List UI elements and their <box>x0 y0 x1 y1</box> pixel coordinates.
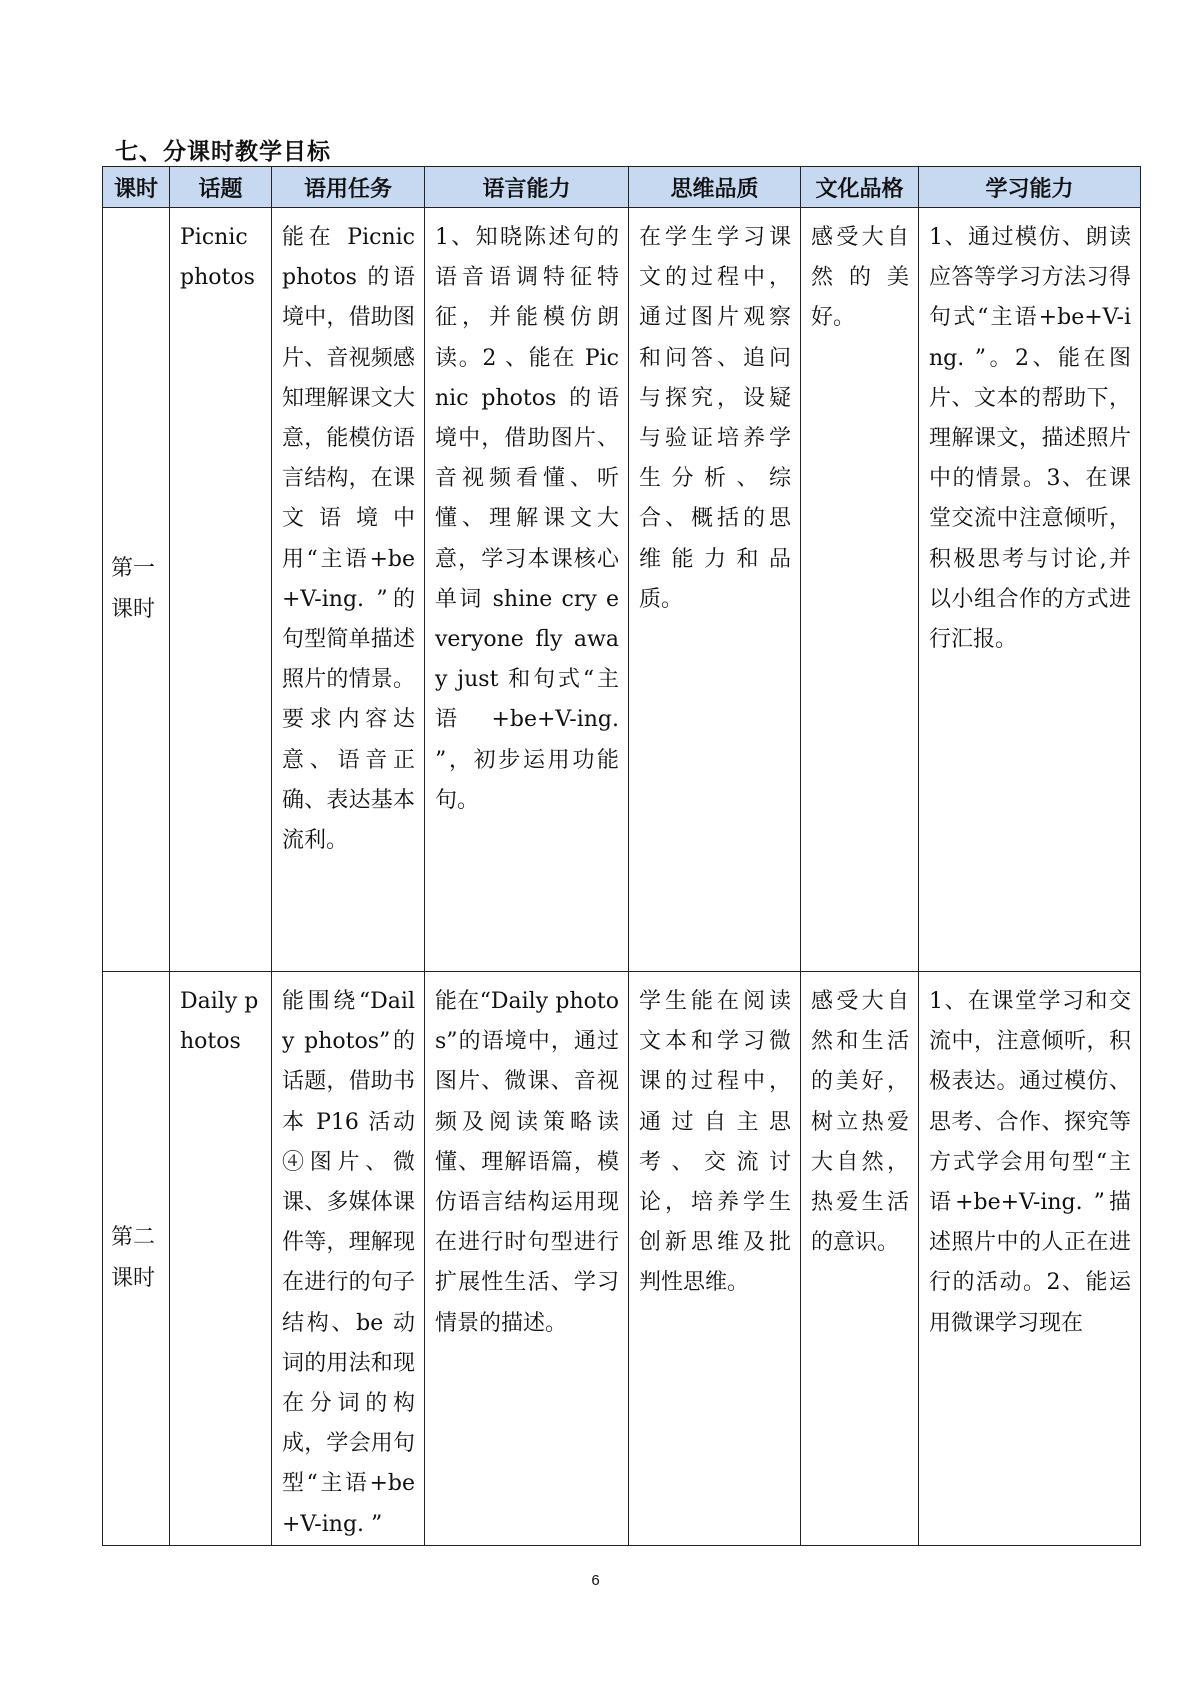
learning-ability-cell: 1、通过模仿、朗读应答等学习方法习得句式“主语+be+V-ing. ”。2、能在图片、文本的帮助下，理解课文，描述照片中的情景。3、在课堂交流中注意倾听，积极思考与讨论,并以小组合作的方式进行汇报。 <box>919 208 1141 972</box>
table-header-row <box>103 167 1141 208</box>
topic-cell: Picnic photos <box>170 208 272 972</box>
lesson-cell: 第一课时 <box>103 208 170 972</box>
language-ability-cell: 能在“Daily photos”的语境中，通过图片、微课、音视频及阅读策略读懂、理解语篇，模仿语言结构运用现在进行时句型进行扩展性生活、学习情景的描述。 <box>425 972 629 1546</box>
header-learning-ability: 学习能力 <box>919 167 1141 208</box>
language-ability-cell: 1、知晓陈述句的语音语调特征特征，并能模仿朗读。2 、能在 Picnic photos 的语境中，借助图片、音视频看懂、听懂、理解课文大意，学习本课核心单词 shine cry everyone fly away just 和句式“主语+be+V-ing. ”，初步运用功能句。 <box>425 208 629 972</box>
header-pragmatic-task: 语用任务 <box>272 167 425 208</box>
header-language-ability: 语言能力 <box>425 167 629 208</box>
section-title: 七、分课时教学目标 <box>115 139 331 165</box>
thinking-quality-cell: 学生能在阅读文本和学习微课的过程中，通过自主思考、交流讨论，培养学生创新思维及批判性思维。 <box>629 972 801 1546</box>
topic-cell: Daily photos <box>170 972 272 1546</box>
header-topic: 话题 <box>170 167 272 208</box>
page-number: 6 <box>591 1572 600 1589</box>
table-row <box>103 208 1141 972</box>
cultural-character-cell: 感受大自然和生活的美好，树立热爱大自然，热爱生活的意识。 <box>801 972 919 1546</box>
pragmatic-task-cell: 能围绕“Daily photos”的话题，借助书本 P16 活动④图片、微课、多媒体课件等，理解现在进行的句子结构、be 动词的用法和现在分词的构成，学会用句型“主语+be+V-ing. ” <box>272 972 425 1546</box>
learning-ability-cell: 1、在课堂学习和交流中，注意倾听，积极表达。通过模仿、思考、合作、探究等方式学会用句型“主语+be+V-ing. ”描述照片中的人正在进行的活动。2、能运用微课学习现在 <box>919 972 1141 1546</box>
cultural-character-cell: 感受大自然的美好。 <box>801 208 919 972</box>
pragmatic-task-cell: 能在 Picnic photos 的语境中，借助图片、音视频感知理解课文大意，能模仿语言结构，在课文语境中用“主语+be+V-ing. ”的句型简单描述照片的情景。要求内容达意、语音正确、表达基本流利。 <box>272 208 425 972</box>
header-cultural-character: 文化品格 <box>801 167 919 208</box>
lesson-cell: 第二课时 <box>103 972 170 1546</box>
header-lesson: 课时 <box>103 167 170 208</box>
lesson-objectives-table <box>102 166 1141 1546</box>
header-thinking-quality: 思维品质 <box>629 167 801 208</box>
thinking-quality-cell: 在学生学习课文的过程中，通过图片观察和问答、追问与探究，设疑与验证培养学生分析、综合、概括的思维能力和品质。 <box>629 208 801 972</box>
table-row <box>103 972 1141 1546</box>
